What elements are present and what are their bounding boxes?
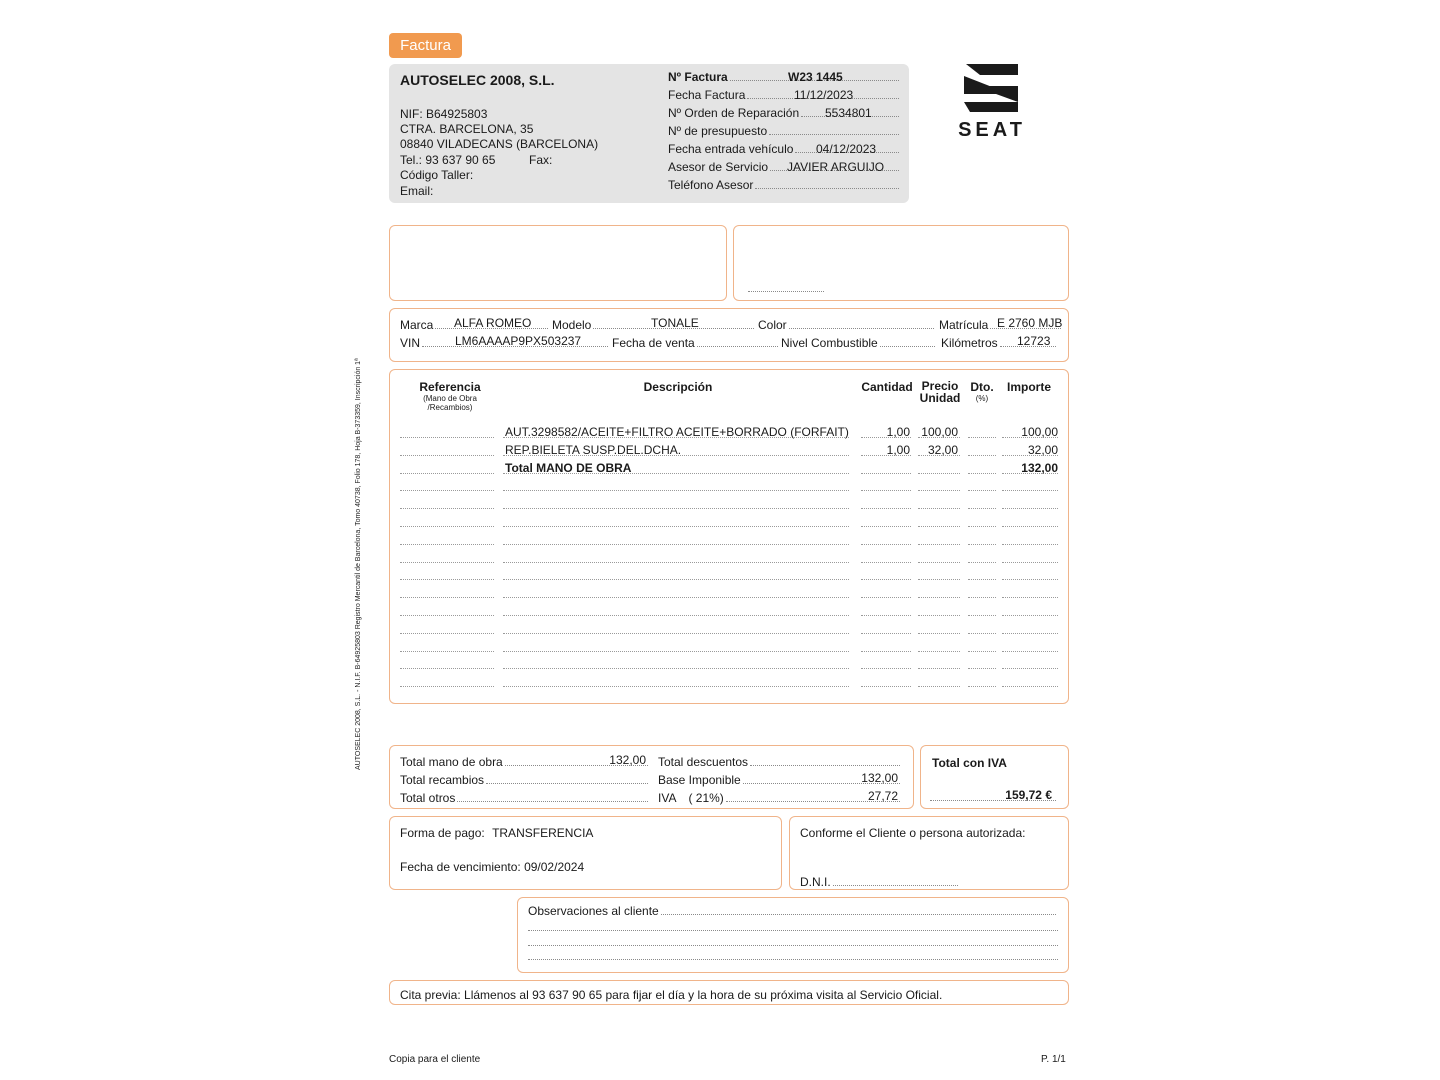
observations-row <box>528 904 1058 918</box>
col-header-reference-sub1: (Mano de Obra <box>423 394 477 403</box>
table-dotted-line <box>918 615 960 616</box>
mileage-row <box>941 336 1058 350</box>
budget-number-row <box>668 124 901 138</box>
table-row-3-description: Total MANO DE OBRA <box>505 461 632 475</box>
table-dotted-line <box>968 526 996 527</box>
table-dotted-line <box>400 633 494 634</box>
table-dotted-line <box>918 562 960 563</box>
invoice-date-label: Fecha Factura <box>668 88 746 102</box>
address-dotted-line <box>748 291 824 292</box>
plate-label: Matrícula <box>939 318 989 332</box>
seat-logo-icon <box>960 62 1024 114</box>
labor-total-value: 132,00 <box>609 753 646 767</box>
table-dotted-line <box>503 651 849 652</box>
entry-date-label: Fecha entrada vehículo <box>668 142 794 156</box>
service-advisor-row <box>668 160 901 174</box>
other-total-row <box>400 791 650 805</box>
table-row-1-description: AUT.3298582/ACEITE+FILTRO ACEITE+BORRADO (FORFAIT) <box>505 425 849 439</box>
table-dotted-line <box>400 562 494 563</box>
table-dotted-line <box>968 544 996 545</box>
vat-rate: ( 21%) <box>688 791 724 805</box>
table-dotted-line <box>861 597 911 598</box>
invoice-date-value: 11/12/2023 <box>794 88 854 102</box>
table-dotted-line <box>1002 490 1058 491</box>
col-header-discount <box>966 380 998 403</box>
shipping-address-box <box>733 225 1069 301</box>
table-dotted-line <box>503 615 849 616</box>
mileage-value: 12723 <box>1017 334 1051 348</box>
table-dotted-line <box>918 579 960 580</box>
table-dotted-line <box>503 544 849 545</box>
company-name: AUTOSELEC 2008, S.L. <box>400 72 555 88</box>
table-dotted-line <box>503 579 849 580</box>
entry-date-value: 04/12/2023 <box>816 142 877 156</box>
table-dotted-line <box>503 562 849 563</box>
discounts-total-label: Total descuentos <box>658 755 749 769</box>
col-header-amount: Importe <box>1006 380 1051 394</box>
company-nif: NIF: B64925803 <box>400 107 488 121</box>
client-signature-label: Conforme el Cliente o persona autorizada: <box>800 826 1026 840</box>
color-row <box>758 318 936 332</box>
col-header-quantity: Cantidad <box>861 380 913 394</box>
table-dotted-line <box>400 508 494 509</box>
table-dotted-line <box>1002 597 1058 598</box>
table-dotted-line <box>503 597 849 598</box>
vat-label: IVA <box>658 791 677 805</box>
table-dotted-line <box>861 508 911 509</box>
table-dotted-line <box>861 686 911 687</box>
table-dotted-line <box>400 455 494 456</box>
col-header-description: Descripción <box>643 380 713 394</box>
company-email: Email: <box>400 184 434 198</box>
brand-row <box>400 318 550 332</box>
table-dotted-line <box>918 526 960 527</box>
table-dotted-line <box>1002 544 1058 545</box>
vin-value: LM6AAAAP9PX503237 <box>455 334 582 348</box>
payment-method-value: TRANSFERENCIA <box>492 826 594 840</box>
invoice-number-row <box>668 70 901 84</box>
vin-label: VIN <box>400 336 421 350</box>
table-dotted-line <box>400 544 494 545</box>
parts-total-label: Total recambios <box>400 773 485 787</box>
table-dotted-line <box>400 473 494 474</box>
table-row-2-quantity: 1,00 <box>886 443 910 457</box>
table-dotted-line <box>918 597 960 598</box>
table-dotted-line <box>968 686 996 687</box>
company-address-line2: 08840 VILADECANS (BARCELONA) <box>400 137 599 151</box>
observations-line-2 <box>528 930 1058 931</box>
registry-vertical-text: AUTOSELEC 2008, S.L. - N.I.F. B-64925803 Registro Mercantil de Barcelona, Tomo 40738, Folio 178, Hoja B-373359, Inscripción 1ª <box>355 358 362 770</box>
table-dotted-line <box>918 633 960 634</box>
table-dotted-line <box>968 562 996 563</box>
mileage-label: Kilómetros <box>941 336 998 350</box>
col-header-discount-label: Dto. <box>970 380 994 394</box>
grand-total-label: Total con IVA <box>932 756 1007 770</box>
vat-value: 27,72 <box>867 789 898 803</box>
repair-order-row <box>668 106 901 120</box>
due-date-label: Fecha de vencimiento: <box>400 860 521 874</box>
table-dotted-line <box>918 473 960 474</box>
table-dotted-line <box>1002 562 1058 563</box>
col-header-reference-sub2: /Recambios) <box>427 403 473 412</box>
other-total-label: Total otros <box>400 791 456 805</box>
table-dotted-line <box>968 437 996 438</box>
sale-date-label: Fecha de venta <box>612 336 695 350</box>
footer-copy-label: Copia para el cliente <box>389 1054 481 1065</box>
table-dotted-line <box>400 526 494 527</box>
table-dotted-line <box>861 668 911 669</box>
service-advisor-label: Asesor de Servicio <box>668 160 769 174</box>
model-value: TONALE <box>651 316 699 330</box>
company-phone: Tel.: 93 637 90 65 <box>400 153 496 167</box>
table-dotted-line <box>968 490 996 491</box>
company-address-line1: CTRA. BARCELONA, 35 <box>400 122 534 136</box>
table-dotted-line <box>400 490 494 491</box>
col-header-reference <box>405 380 495 412</box>
invoice-date-row <box>668 88 901 102</box>
col-header-reference-label: Referencia <box>419 380 481 394</box>
col-header-unit-price <box>916 380 964 404</box>
table-dotted-line <box>861 490 911 491</box>
table-row-2-amount: 32,00 <box>1027 443 1058 457</box>
table-dotted-line <box>503 526 849 527</box>
table-dotted-line <box>400 668 494 669</box>
table-dotted-line <box>968 597 996 598</box>
repair-order-value: 5534801 <box>825 106 872 120</box>
table-dotted-line <box>861 473 911 474</box>
payment-method-label: Forma de pago: <box>400 826 485 840</box>
table-dotted-line <box>503 686 849 687</box>
service-advisor-value: JAVIER ARGUIJO <box>787 160 885 174</box>
table-dotted-line <box>968 508 996 509</box>
observations-label: Observaciones al cliente <box>528 904 659 918</box>
table-row-3-amount: 132,00 <box>1021 461 1058 475</box>
fuel-level-label: Nivel Combustible <box>781 336 878 350</box>
table-dotted-line <box>968 579 996 580</box>
brand-value: ALFA ROMEO <box>454 316 532 330</box>
table-dotted-line <box>1002 686 1058 687</box>
table-row-2-unit-price: 32,00 <box>927 443 958 457</box>
table-row-1-amount: 100,00 <box>1021 425 1058 439</box>
table-dotted-line <box>918 508 960 509</box>
document-type-label: Factura <box>389 33 462 58</box>
table-dotted-line <box>861 651 911 652</box>
table-dotted-line <box>918 651 960 652</box>
dni-label: D.N.I. <box>800 875 831 889</box>
table-dotted-line <box>400 597 494 598</box>
table-dotted-line <box>918 490 960 491</box>
invoice-number-value: W23 1445 <box>788 70 843 84</box>
model-row <box>552 318 756 332</box>
model-label: Modelo <box>552 318 592 332</box>
seat-brand-text: SEAT <box>958 119 1026 141</box>
table-dotted-line <box>1002 579 1058 580</box>
table-dotted-line <box>861 579 911 580</box>
table-dotted-line <box>503 508 849 509</box>
advisor-phone-label: Teléfono Asesor <box>668 178 754 192</box>
table-dotted-line <box>400 437 494 438</box>
table-dotted-line <box>968 633 996 634</box>
table-row-2-description: REP.BIELETA SUSP.DEL.DCHA. <box>505 443 682 457</box>
dni-row <box>800 875 960 889</box>
company-workshop-code: Código Taller: <box>400 168 474 182</box>
table-dotted-line <box>1002 615 1058 616</box>
table-dotted-line <box>861 544 911 545</box>
sale-date-row <box>612 336 780 350</box>
table-dotted-line <box>503 668 849 669</box>
taxable-base-row <box>658 773 902 787</box>
labor-total-label: Total mano de obra <box>400 755 503 769</box>
invoice-number-label: Nº Factura <box>668 70 728 84</box>
table-dotted-line <box>1002 526 1058 527</box>
table-dotted-line <box>861 526 911 527</box>
items-table-box <box>389 369 1069 704</box>
table-dotted-line <box>1002 668 1058 669</box>
customer-address-box <box>389 225 727 301</box>
table-dotted-line <box>968 473 996 474</box>
parts-total-row <box>400 773 650 787</box>
vat-row <box>658 791 902 805</box>
taxable-base-label: Base Imponible <box>658 773 741 787</box>
plate-value: E 2760 MJB <box>997 316 1063 330</box>
advisor-phone-row <box>668 178 901 192</box>
vin-row <box>400 336 610 350</box>
budget-number-label: Nº de presupuesto <box>668 124 768 138</box>
table-dotted-line <box>968 651 996 652</box>
fuel-level-row <box>781 336 937 350</box>
table-dotted-line <box>503 633 849 634</box>
company-fax: Fax: <box>529 153 553 167</box>
col-header-price-line1: Precio <box>921 379 959 393</box>
appointment-text: Cita previa: Llámenos al 93 637 90 65 para fijar el día y la hora de su próxima visita al Servicio Oficial. <box>400 988 943 1002</box>
table-dotted-line <box>968 668 996 669</box>
table-dotted-line <box>861 562 911 563</box>
table-dotted-line <box>400 686 494 687</box>
col-header-discount-sub: (%) <box>975 394 989 403</box>
labor-total-row <box>400 755 650 769</box>
discounts-total-row <box>658 755 902 769</box>
taxable-base-value: 132,00 <box>861 771 898 785</box>
entry-date-row <box>668 142 901 156</box>
table-row-1-unit-price: 100,00 <box>921 425 958 439</box>
table-dotted-line <box>968 615 996 616</box>
repair-order-label: Nº Orden de Reparación <box>668 106 800 120</box>
table-dotted-line <box>1002 508 1058 509</box>
table-dotted-line <box>1002 633 1058 634</box>
payment-method <box>400 826 593 840</box>
col-header-price-line2: Unidad <box>919 391 961 405</box>
due-date-value: 09/02/2024 <box>524 860 585 874</box>
table-dotted-line <box>400 615 494 616</box>
color-label: Color <box>758 318 787 332</box>
table-dotted-line <box>503 490 849 491</box>
plate-row <box>939 318 1063 332</box>
table-dotted-line <box>861 633 911 634</box>
table-dotted-line <box>400 579 494 580</box>
observations-line-3 <box>528 945 1058 946</box>
table-row-1-quantity: 1,00 <box>886 425 910 439</box>
grand-total-value: 159,72 € <box>1005 788 1052 802</box>
table-dotted-line <box>918 544 960 545</box>
brand-label: Marca <box>400 318 434 332</box>
table-dotted-line <box>861 615 911 616</box>
table-dotted-line <box>968 455 996 456</box>
due-date <box>400 860 584 874</box>
table-dotted-line <box>918 668 960 669</box>
table-dotted-line <box>400 651 494 652</box>
observations-line-4 <box>528 959 1058 960</box>
table-dotted-line <box>918 686 960 687</box>
footer-page-number: P. 1/1 <box>1041 1054 1066 1065</box>
table-dotted-line <box>1002 651 1058 652</box>
